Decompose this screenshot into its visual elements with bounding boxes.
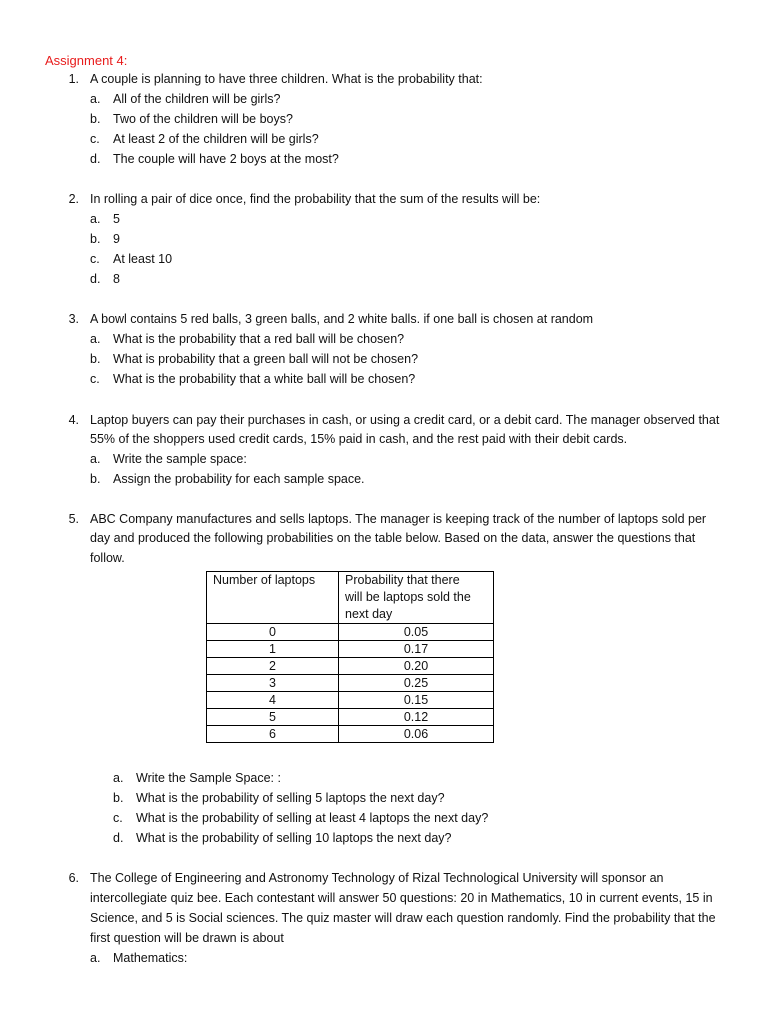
table-cell-probability: 0.17 [339, 641, 494, 658]
table-cell-probability: 0.25 [339, 675, 494, 692]
part-label: b. [113, 791, 124, 805]
table-header-line: Probability that there [345, 573, 460, 587]
part-text: 5 [113, 212, 120, 226]
table-header-line: next day [345, 607, 393, 621]
part-text: The couple will have 2 boys at the most? [113, 152, 339, 166]
question-text-line: first question will be drawn is about [90, 931, 284, 945]
table-cell-number: 0 [207, 624, 339, 641]
question-text-line: ABC Company manufactures and sells laptops. The manager is keeping track of the number of laptops sold per [90, 512, 707, 526]
table-header-row [207, 572, 494, 624]
part-text: What is probability that a green ball will not be chosen? [113, 352, 419, 366]
table-row [207, 675, 494, 692]
table-header-line: will be laptops sold the [345, 590, 471, 604]
question-number: 6. [68, 871, 79, 885]
part-text: What is the probability of selling 10 laptops the next day? [136, 831, 452, 845]
question-number: 2. [68, 192, 79, 206]
question-text-line: 55% of the shoppers used credit cards, 15% paid in cash, and the rest paid with their debit cards. [90, 432, 628, 446]
part-label: b. [90, 112, 101, 126]
laptop-probability-table [206, 571, 494, 743]
assignment-title: Assignment 4: [45, 53, 128, 68]
table-cell-probability: 0.20 [339, 658, 494, 675]
part-text: What is the probability of selling 5 laptops the next day? [136, 791, 445, 805]
part-text: What is the probability that a white ball will be chosen? [113, 372, 416, 386]
question-text: A bowl contains 5 red balls, 3 green balls, and 2 white balls. if one ball is chosen at random [90, 312, 594, 326]
part-label: a. [90, 452, 101, 466]
table-cell-probability: 0.06 [339, 726, 494, 743]
part-label: a. [113, 771, 124, 785]
part-label: a. [90, 92, 101, 106]
table-cell-number: 5 [207, 709, 339, 726]
part-label: c. [90, 252, 100, 266]
question-number: 1. [68, 72, 79, 86]
part-label: c. [90, 132, 100, 146]
part-label: d. [90, 272, 101, 286]
table-cell-probability: 0.12 [339, 709, 494, 726]
table-row [207, 658, 494, 675]
table-row [207, 624, 494, 641]
question-text-line: Science, and 5 is Social sciences. The quiz master will draw each question randomly. Find the probability that the [90, 911, 716, 925]
question-text-line: The College of Engineering and Astronomy Technology of Rizal Technological University will sponsor an [90, 871, 664, 885]
question-number: 5. [68, 512, 79, 526]
table-row [207, 709, 494, 726]
question-text: A couple is planning to have three children. What is the probability that: [90, 72, 483, 86]
table-cell-probability: 0.05 [339, 624, 494, 641]
part-text: 9 [113, 232, 120, 246]
part-text: All of the children will be girls? [113, 92, 281, 106]
question-number: 3. [68, 312, 79, 326]
table-cell-number: 2 [207, 658, 339, 675]
table-row [207, 726, 494, 743]
part-text: Write the Sample Space: : [136, 771, 281, 785]
question-text-line: follow. [90, 551, 125, 565]
part-label: c. [90, 372, 100, 386]
part-label: c. [113, 811, 123, 825]
part-text: Write the sample space: [113, 452, 247, 466]
question-text-line: day and produced the following probabilities on the table below. Based on the data, answer the questions that [90, 531, 696, 545]
part-label: b. [90, 232, 101, 246]
table-row [207, 641, 494, 658]
part-text: What is the probability of selling at least 4 laptops the next day? [136, 811, 489, 825]
table-cell-number: 3 [207, 675, 339, 692]
part-text: Two of the children will be boys? [113, 112, 293, 126]
part-label: b. [90, 352, 101, 366]
question-text-line: Laptop buyers can pay their purchases in cash, or using a credit card, or a debit card. The manager observed that [90, 413, 720, 427]
part-label: a. [90, 212, 101, 226]
table-header-probability [339, 572, 494, 624]
part-label: b. [90, 472, 101, 486]
question-text-line: intercollegiate quiz bee. Each contestant will answer 50 questions: 20 in Mathematics, 10 in current events, 15 in [90, 891, 713, 905]
part-text: Mathematics: [113, 951, 188, 965]
part-label: d. [90, 152, 101, 166]
question-number: 4. [68, 413, 79, 427]
part-text: Assign the probability for each sample space. [113, 472, 365, 486]
part-text: At least 10 [113, 252, 173, 266]
part-text: What is the probability that a red ball will be chosen? [113, 332, 405, 346]
part-label: a. [90, 332, 101, 346]
table-cell-number: 1 [207, 641, 339, 658]
part-label: a. [90, 951, 101, 965]
part-text: 8 [113, 272, 120, 286]
table-header-number-of-laptops: Number of laptops [207, 572, 339, 624]
part-label: d. [113, 831, 124, 845]
question-text: In rolling a pair of dice once, find the probability that the sum of the results will be: [90, 192, 541, 206]
part-text: At least 2 of the children will be girls? [113, 132, 319, 146]
table-cell-number: 6 [207, 726, 339, 743]
table-cell-number: 4 [207, 692, 339, 709]
table-row [207, 692, 494, 709]
table-cell-probability: 0.15 [339, 692, 494, 709]
